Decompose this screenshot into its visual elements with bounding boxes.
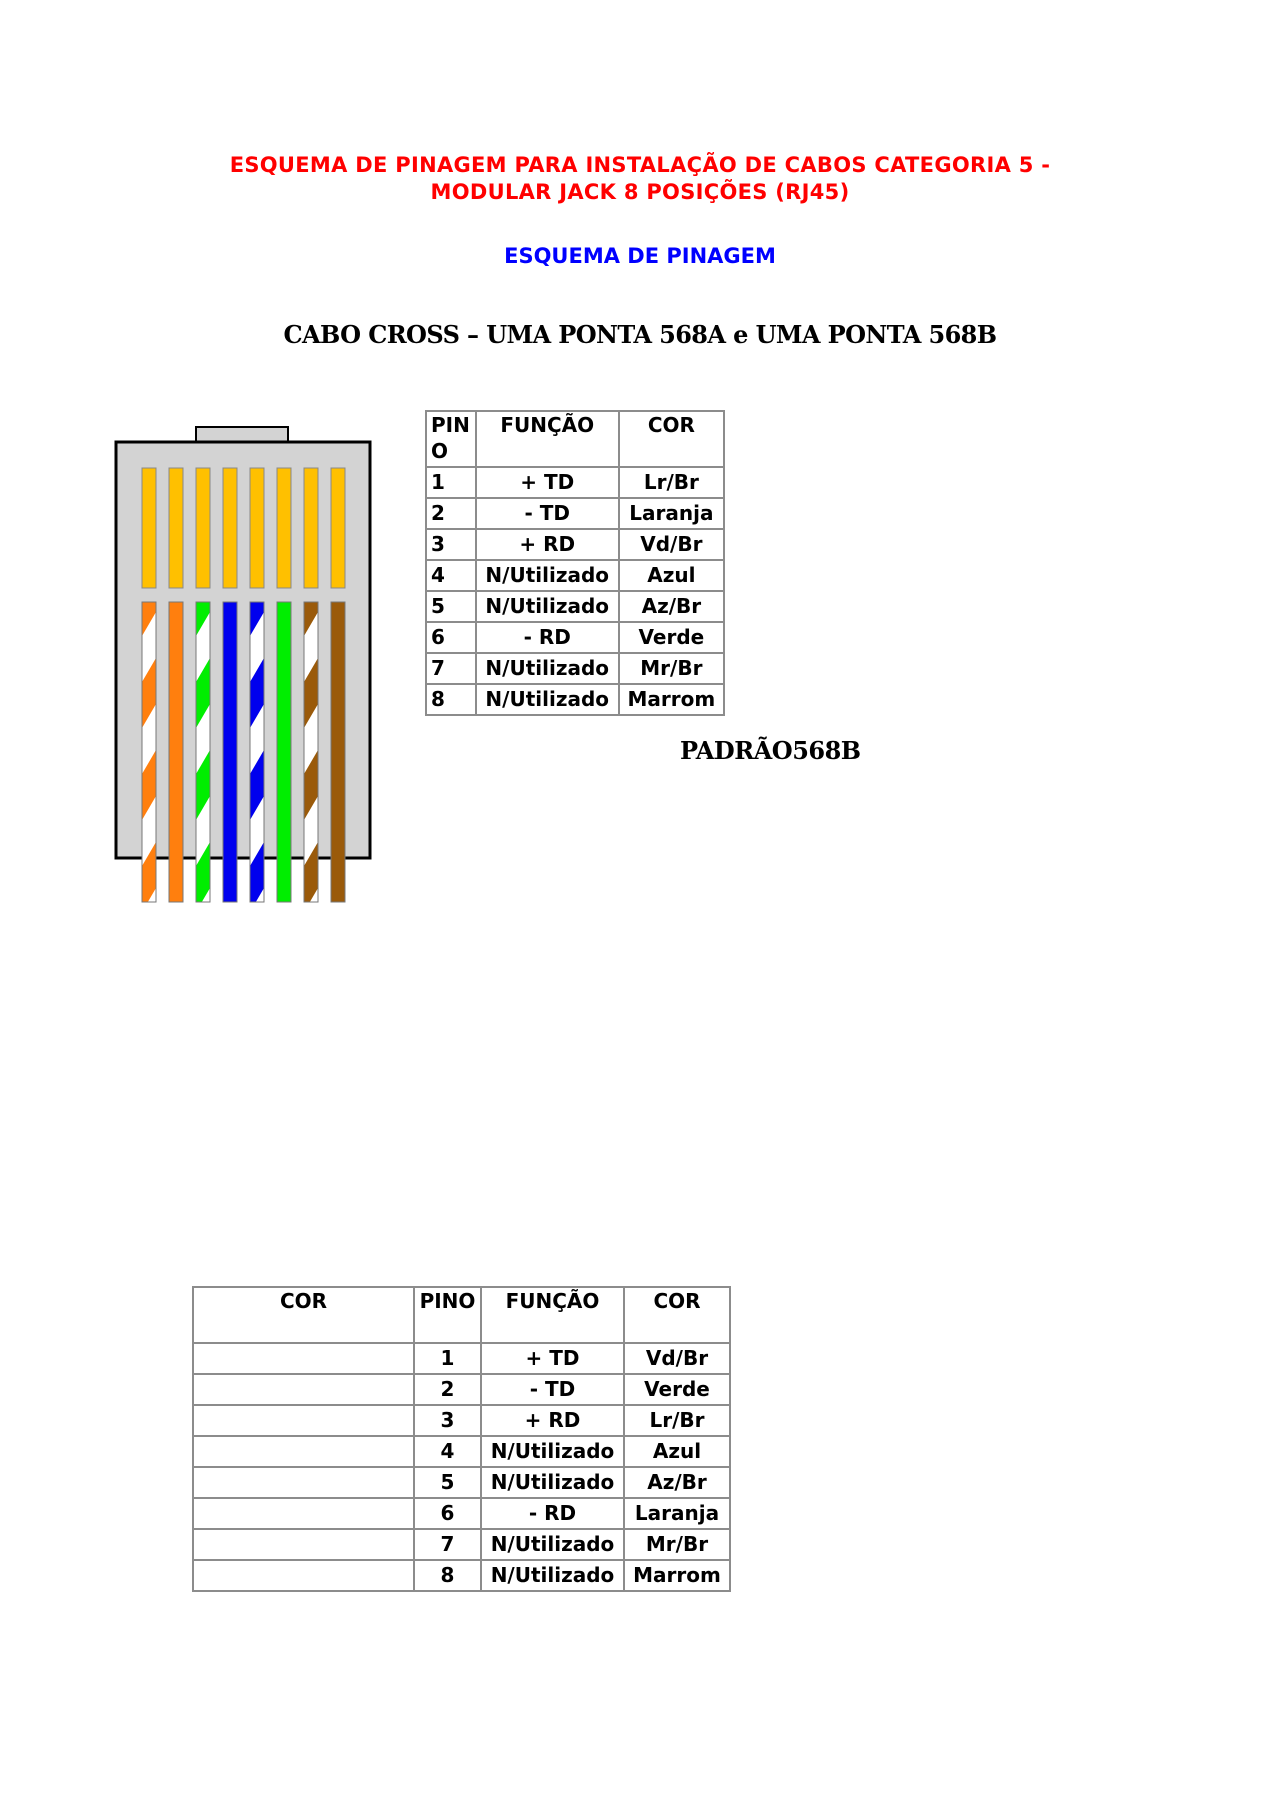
cell-funcao: N/Utilizado (481, 1467, 624, 1498)
table-row (193, 1498, 730, 1529)
cell-funcao: - RD (476, 622, 619, 653)
cell-cor-left (193, 1343, 414, 1374)
cell-cor-left (193, 1529, 414, 1560)
cell-pin: 7 (426, 653, 476, 684)
cell-cor: Az/Br (624, 1467, 730, 1498)
table-row (193, 1405, 730, 1436)
cell-pin: 1 (414, 1343, 481, 1374)
header-cor: COR (619, 411, 724, 467)
cell-cor-left (193, 1374, 414, 1405)
cell-cor: Verde (624, 1374, 730, 1405)
header-funcao: FUNÇÃO (481, 1287, 624, 1343)
cell-funcao: + RD (481, 1405, 624, 1436)
cell-funcao: N/Utilizado (476, 591, 619, 622)
cell-cor: Mr/Br (624, 1529, 730, 1560)
cell-funcao: N/Utilizado (481, 1560, 624, 1591)
cell-cor: Az/Br (619, 591, 724, 622)
cell-pin: 6 (414, 1498, 481, 1529)
cell-cor-left (193, 1560, 414, 1591)
cell-cor: Mr/Br (619, 653, 724, 684)
cell-cor-left (193, 1467, 414, 1498)
cell-cor: Laranja (624, 1498, 730, 1529)
table-row (193, 1343, 730, 1374)
cell-funcao: - TD (481, 1374, 624, 1405)
table-row (193, 1529, 730, 1560)
contact-5 (250, 468, 264, 588)
cell-cor: Marrom (619, 684, 724, 715)
cell-funcao: N/Utilizado (476, 560, 619, 591)
cell-cor: Lr/Br (619, 467, 724, 498)
header-funcao: FUNÇÃO (476, 411, 619, 467)
table-row (426, 684, 724, 715)
table-row (426, 529, 724, 560)
table-row (193, 1560, 730, 1591)
header-cor: COR (624, 1287, 730, 1343)
cell-pin: 8 (426, 684, 476, 715)
contact-7 (304, 468, 318, 588)
cell-funcao: - TD (476, 498, 619, 529)
wire-3-green-white (196, 602, 210, 902)
cell-funcao: - RD (481, 1498, 624, 1529)
cell-cor-left (193, 1436, 414, 1467)
cell-cor: Vd/Br (619, 529, 724, 560)
cell-pin: 4 (426, 560, 476, 591)
table-header-row (426, 411, 724, 467)
cell-pin: 6 (426, 622, 476, 653)
subtitle: CABO CROSS – UMA PONTA 568A e UMA PONTA 568B (283, 320, 997, 349)
cell-cor: Azul (619, 560, 724, 591)
table-row (193, 1374, 730, 1405)
wire-1-orange-white (142, 602, 156, 902)
table-568b-caption: PADRÃO568B (680, 736, 861, 765)
cell-pin: 2 (414, 1374, 481, 1405)
cell-pin: 7 (414, 1529, 481, 1560)
contact-4 (223, 468, 237, 588)
wire-4-blue (223, 602, 237, 902)
wire-2-orange (169, 602, 183, 902)
table-row (426, 560, 724, 591)
document-title (180, 152, 1100, 206)
cell-cor: Vd/Br (624, 1343, 730, 1374)
table-row (426, 653, 724, 684)
document-title-line1: ESQUEMA DE PINAGEM PARA INSTALAÇÃO DE CABOS CATEGORIA 5 - (229, 153, 1051, 177)
cell-pin: 4 (414, 1436, 481, 1467)
cell-pin: 3 (426, 529, 476, 560)
cell-pin: 3 (414, 1405, 481, 1436)
document-title-line2: MODULAR JACK 8 POSIÇÕES (RJ45) (430, 180, 850, 204)
cell-pin: 5 (426, 591, 476, 622)
cell-cor-left (193, 1405, 414, 1436)
wire-6-green (277, 602, 291, 902)
header-pin: PINO (414, 1287, 481, 1343)
table-row (426, 622, 724, 653)
cell-cor: Marrom (624, 1560, 730, 1591)
table-row (193, 1436, 730, 1467)
cell-cor: Azul (624, 1436, 730, 1467)
table-568b-container (433, 408, 733, 738)
cell-pin: 5 (414, 1467, 481, 1498)
cell-pin: 1 (426, 467, 476, 498)
contact-2 (169, 468, 183, 588)
cell-funcao: + TD (476, 467, 619, 498)
cell-cor: Lr/Br (624, 1405, 730, 1436)
table-header-row (193, 1287, 730, 1343)
cell-funcao: N/Utilizado (476, 684, 619, 715)
wire-8-brown (331, 602, 345, 902)
table-568b (425, 410, 725, 716)
cell-pin: 8 (414, 1560, 481, 1591)
wire-5-blue-white (250, 602, 264, 902)
cell-funcao: + TD (481, 1343, 624, 1374)
cell-funcao: N/Utilizado (481, 1529, 624, 1560)
table-row (426, 467, 724, 498)
section-title: ESQUEMA DE PINAGEM (504, 244, 776, 268)
table-row (426, 591, 724, 622)
wire-7-brown-white (304, 602, 318, 902)
cell-funcao: + RD (476, 529, 619, 560)
cell-funcao: N/Utilizado (481, 1436, 624, 1467)
contact-6 (277, 468, 291, 588)
cell-cor: Laranja (619, 498, 724, 529)
contact-8 (331, 468, 345, 588)
header-pin: PINO (426, 411, 476, 467)
cell-funcao: N/Utilizado (476, 653, 619, 684)
contact-1 (142, 468, 156, 588)
rj45-connector-icon (112, 424, 382, 908)
cell-cor-left (193, 1498, 414, 1529)
table-568a (192, 1286, 731, 1592)
cell-cor: Verde (619, 622, 724, 653)
table-row (426, 498, 724, 529)
contact-3 (196, 468, 210, 588)
table-row (193, 1467, 730, 1498)
header-cor-left: COR (193, 1287, 414, 1343)
cell-pin: 2 (426, 498, 476, 529)
